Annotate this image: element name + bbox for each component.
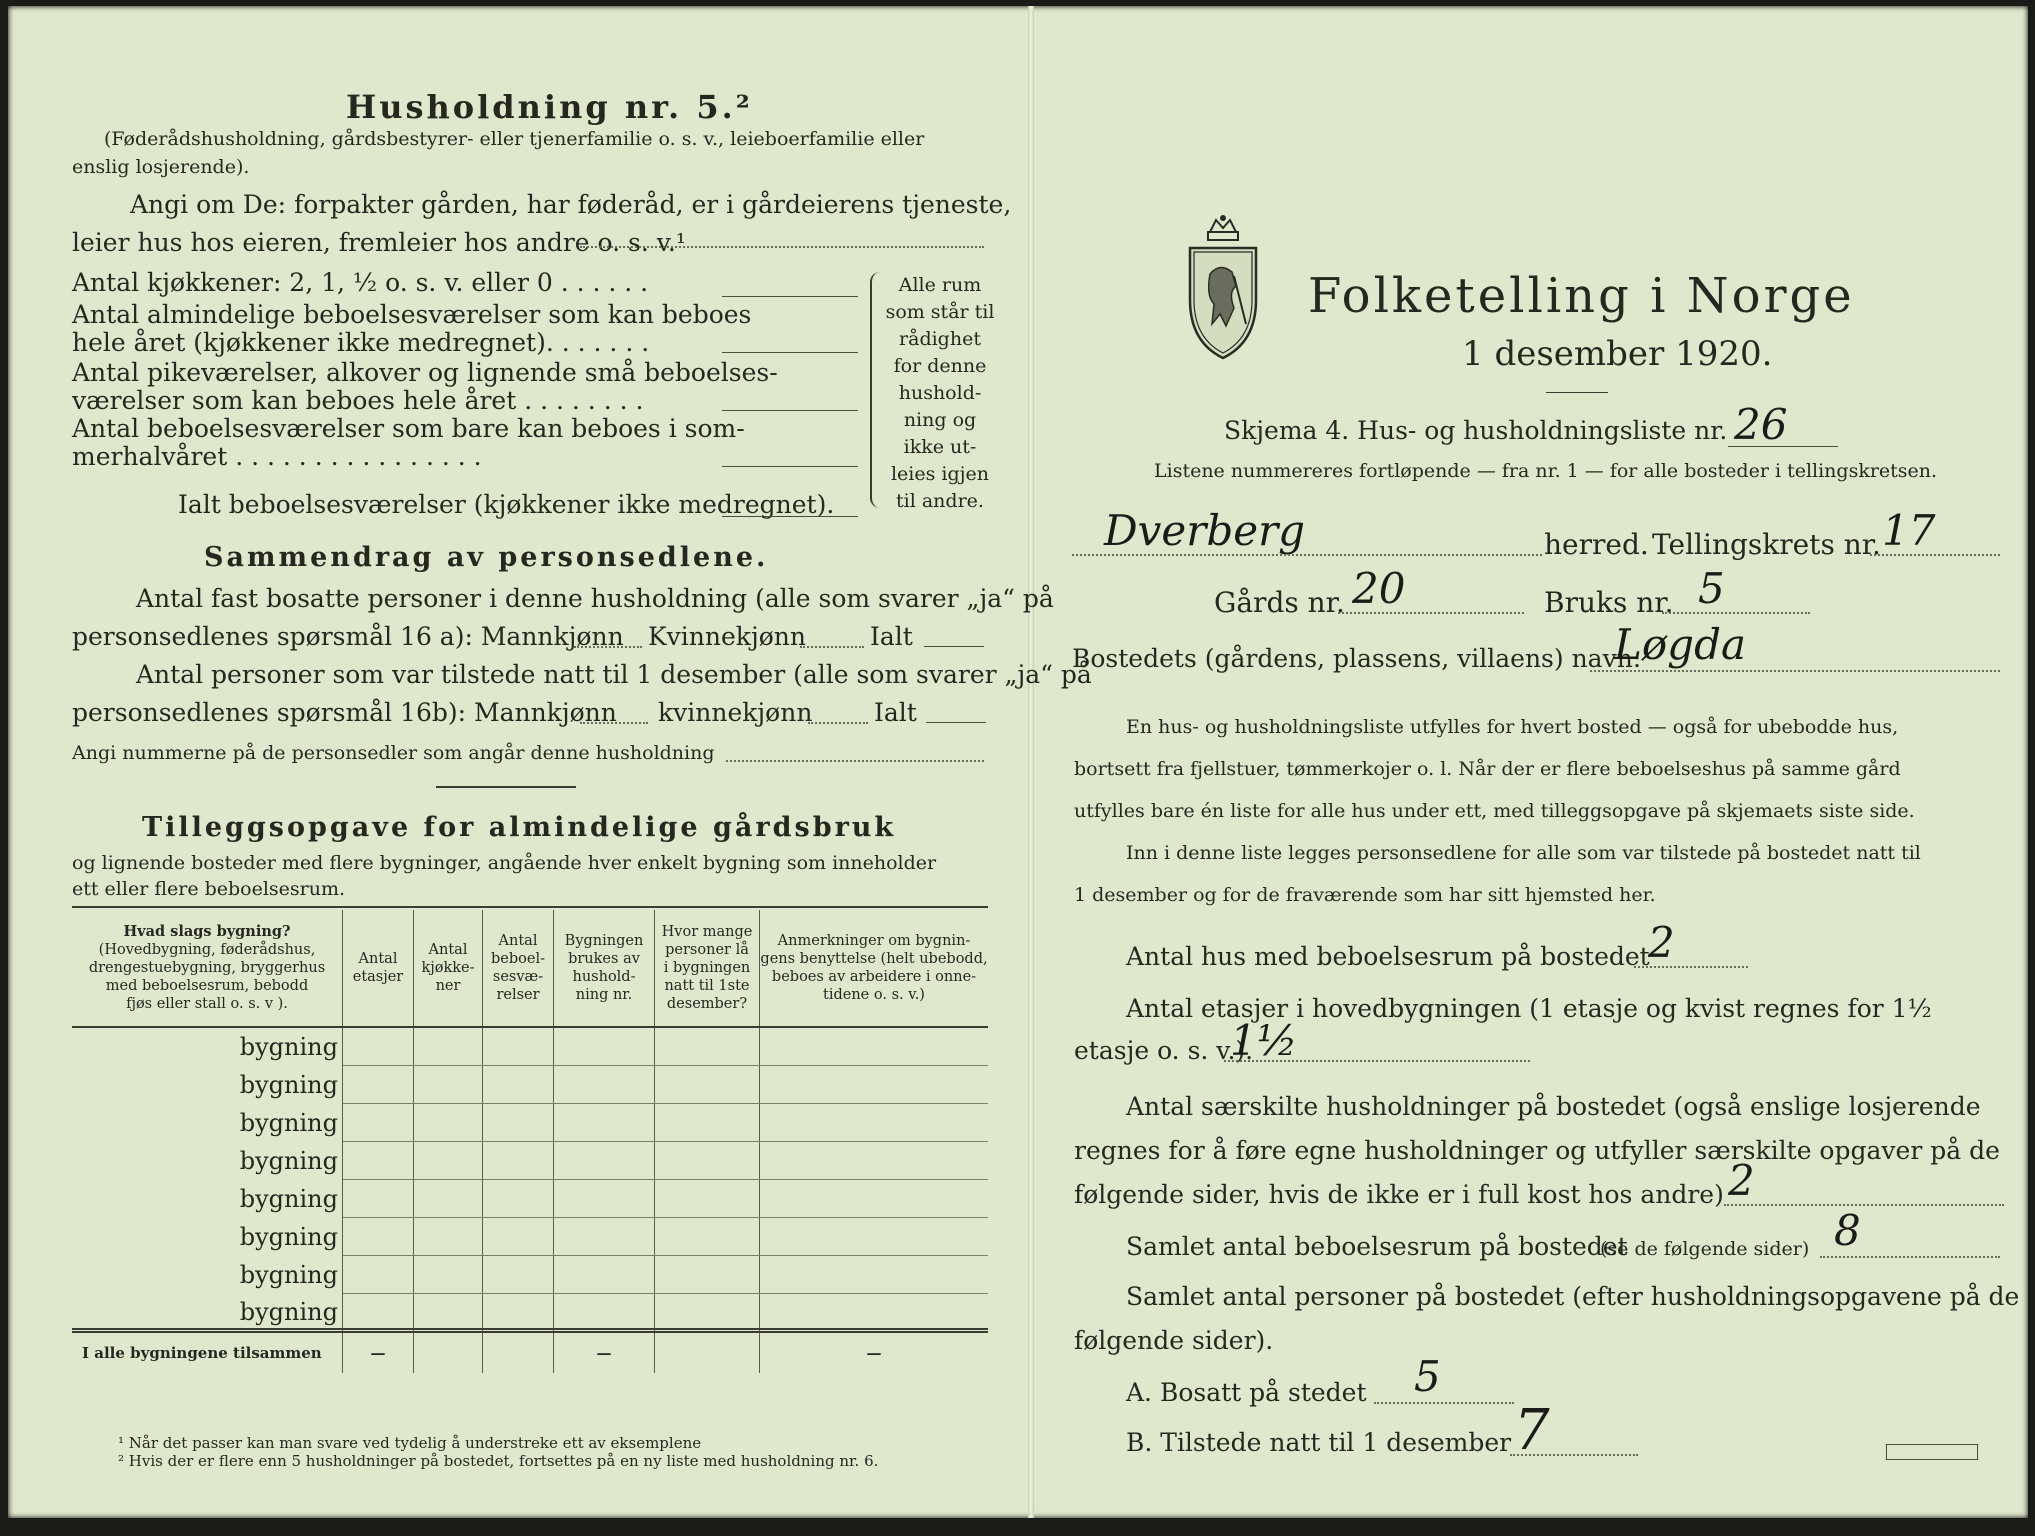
hus-line (1634, 966, 1748, 968)
tellingskrets-label: Tellingskrets nr. (1652, 528, 1881, 561)
kjokkener-answer-line (722, 296, 858, 297)
herred-value: Dverberg (1104, 506, 1306, 555)
building-rows (72, 1027, 988, 1332)
col-anmerkninger-header: Anmerkninger om bygnin- gens benyttelse (helt ubebodd, beboes av arbeidere i onne- tidene o. s. v.) (760, 910, 989, 1027)
angi-nummer: Angi nummerne på de personsedler som angår denne husholdning (72, 742, 715, 764)
table-bottom-border (72, 1328, 988, 1330)
fast-mann-line (574, 646, 642, 648)
building-cell (483, 1294, 554, 1333)
tillegg-line-2: ett eller flere beboelsesrum. (72, 878, 346, 900)
bygning-label: bygning (72, 1027, 343, 1066)
building-cell (655, 1142, 760, 1180)
building-row (72, 1066, 988, 1104)
bosted-value: Løgda (1614, 620, 1746, 669)
fast-line-2b: Kvinnekjønn (648, 622, 806, 651)
building-row (72, 1142, 988, 1180)
building-cell (414, 1066, 483, 1104)
building-cell (343, 1218, 414, 1256)
col-kjokkener-header: Antal kjøkke- ner (414, 910, 483, 1027)
samlet-pers-line-2: følgende sider). (1074, 1326, 1274, 1355)
building-cell (483, 1066, 554, 1104)
antal-som-1: Antal beboelsesværelser som bare kan beboes i som- (72, 414, 745, 443)
hus-label: Antal hus med beboelsesrum på bostedet (1126, 942, 1650, 971)
fast-ialt-line (924, 646, 984, 647)
building-cell (554, 1104, 655, 1142)
side-note: Alle rum som står til rådighet for denne hushold- ning og ikke ut- leies igjen til andre. (885, 274, 995, 512)
tellingskrets-value: 17 (1882, 506, 1936, 555)
fast-kvinne-line (800, 646, 864, 648)
etasjer-line (1224, 1060, 1530, 1062)
printer-mark (1886, 1444, 1978, 1460)
bruks-value: 5 (1698, 564, 1725, 613)
tilst-line-2a: personsedlenes spørsmål 16b): Mannkjønn (72, 698, 617, 727)
gards-label: Gårds nr. (1214, 586, 1345, 619)
bruks-line (1662, 612, 1810, 614)
skjema-nr-line (1728, 446, 1838, 447)
building-cell (483, 1142, 554, 1180)
bosatt-line (1374, 1402, 1514, 1404)
ialt-rum: Ialt beboelsesværelser (kjøkkener ikke medregnet). (178, 490, 835, 519)
gards-line (1338, 612, 1524, 614)
building-row (72, 1180, 988, 1218)
gards-value: 20 (1352, 564, 1406, 613)
angi-dotted-line (580, 246, 984, 248)
herred-line (1072, 554, 1542, 556)
building-row (72, 1027, 988, 1066)
building-cell (760, 1027, 989, 1066)
building-cell (483, 1218, 554, 1256)
building-cell (343, 1142, 414, 1180)
bygning-label: bygning (72, 1180, 343, 1218)
section-separator (436, 786, 576, 788)
building-cell (655, 1218, 760, 1256)
bosted-label: Bostedets (gårdens, plassens, villaens) navn: (1072, 644, 1642, 673)
tilst-mann-line (580, 722, 648, 724)
household-title: Husholdning nr. 5.² (346, 88, 753, 126)
bosatt-value: 5 (1414, 1352, 1441, 1401)
date-underline (1546, 392, 1608, 393)
skjema-label: Skjema 4. Hus- og husholdningsliste nr. (1224, 416, 1728, 445)
tilst-kvinne-line (808, 722, 868, 724)
sum-row: I alle bygningene tilsammen — — — (72, 1332, 988, 1373)
building-cell (554, 1294, 655, 1333)
bygning-label: bygning (72, 1066, 343, 1104)
saerskilte-line-1: Antal særskilte husholdninger på bostedet (også enslige losjerende (1126, 1092, 1981, 1121)
building-cell (655, 1027, 760, 1066)
building-cell (554, 1066, 655, 1104)
angi-line-1: Angi om De: forpakter gården, har føderåd, er i gårdeierens tjeneste, (130, 190, 1012, 219)
building-cell (343, 1256, 414, 1294)
building-cell (414, 1027, 483, 1066)
saerskilte-line-3: følgende sider, hvis de ikke er i full kost hos andre) (1074, 1180, 1724, 1209)
tilst-line-1: Antal personer som var tilstede natt til 1 desember (alle som svarer „ja“ på (136, 660, 1092, 689)
building-row (72, 1294, 988, 1333)
building-cell (760, 1218, 989, 1256)
building-cell (483, 1027, 554, 1066)
info-line-5: 1 desember og for de fraværende som har sitt hjemsted her. (1074, 884, 1656, 906)
fast-line-2a: personsedlenes spørsmål 16 a): Mannkjønn (72, 622, 624, 651)
samlet-rum-small: (se de følgende sider) (1600, 1238, 1810, 1260)
building-cell (760, 1142, 989, 1180)
building-cell (414, 1218, 483, 1256)
samlet-rum-line (1820, 1256, 2000, 1258)
col-beboelsesvaerelser-header: Antal beboel- sesvæ- relser (483, 910, 554, 1027)
building-cell (655, 1180, 760, 1218)
info-line-1: En hus- og husholdningsliste utfylles for hvert bosted — også for ubebodde hus, (1126, 716, 1899, 738)
table-top-border (72, 906, 988, 908)
building-cell (760, 1294, 989, 1333)
samlet-rum-label: Samlet antal beboelsesrum på bostedet (1126, 1232, 1628, 1261)
info-line-4: Inn i denne liste legges personsedlene for alle som var tilstede på bostedet natt til (1126, 842, 1921, 864)
building-cell (483, 1104, 554, 1142)
building-cell (760, 1256, 989, 1294)
bygning-label: bygning (72, 1256, 343, 1294)
angi-line-2: leier hus hos eieren, fremleier hos andre o. s. v.¹ (72, 228, 686, 257)
etasjer-line-2: etasje o. s. v.). (1074, 1036, 1254, 1065)
building-cell (760, 1066, 989, 1104)
building-cell (414, 1256, 483, 1294)
hus-value: 2 (1648, 918, 1675, 967)
antal-pike-1: Antal pikeværelser, alkover og lignende små beboelses- (72, 358, 778, 387)
som-answer-line (722, 466, 858, 467)
saerskilte-line (1724, 1204, 2004, 1206)
saerskilte-value: 2 (1728, 1156, 1755, 1205)
building-cell (343, 1027, 414, 1066)
tillegg-line-1: og lignende bosteder med flere bygninger, angående hver enkelt bygning som inneholder (72, 852, 937, 874)
building-row (72, 1104, 988, 1142)
building-cell (655, 1104, 760, 1142)
building-cell (414, 1104, 483, 1142)
antal-kjokkener: Antal kjøkkener: 2, 1, ½ o. s. v. eller 0 . . . . . . (72, 268, 649, 297)
building-cell (483, 1180, 554, 1218)
ialt-answer-line (722, 516, 858, 517)
sum-label: I alle bygningene tilsammen (72, 1332, 343, 1373)
fast-line-2c: Ialt (870, 622, 913, 651)
saerskilte-line-2: regnes for å føre egne husholdninger og utfyller særskilte opgaver på de (1074, 1136, 2000, 1165)
census-sheet (8, 6, 2028, 1518)
building-cell (760, 1104, 989, 1142)
footnote-1: ¹ Når det passer kan man svare ved tydelig å understreke ett av eksemplene (118, 1434, 702, 1452)
building-cell (343, 1066, 414, 1104)
building-cell (554, 1256, 655, 1294)
coat-of-arms-icon (1180, 214, 1266, 364)
building-cell (655, 1294, 760, 1333)
col-bygning-header: Hvad slags bygning? (Hovedbygning, føderådshus, drengestuebygning, bryggerhus med beboelsesrum, bebodd fjøs eller stall o. s. v ). (72, 910, 343, 1027)
tilstede-label: B. Tilstede natt til 1 desember (1126, 1428, 1512, 1457)
alm-answer-line (722, 352, 858, 353)
samlet-pers-line-1: Samlet antal personer på bostedet (efter husholdningsopgavene på de (1126, 1282, 2020, 1311)
tilst-line-2b: kvinnekjønn (658, 698, 813, 727)
info-line-2: bortsett fra fjellstuer, tømmerkojer o. l. Når der er flere beboelseshus på samme gård (1074, 758, 1901, 780)
building-cell (655, 1066, 760, 1104)
sammendrag-title: Sammendrag av personsedlene. (204, 542, 769, 573)
building-row (72, 1256, 988, 1294)
building-cell (483, 1256, 554, 1294)
antal-alm-1: Antal almindelige beboelsesværelser som kan beboes (72, 300, 752, 329)
skjema-nr-value: 26 (1734, 400, 1788, 449)
bygning-label: bygning (72, 1104, 343, 1142)
bosatt-label: A. Bosatt på stedet (1126, 1378, 1367, 1407)
left-page (8, 6, 1092, 1518)
col-husholdning-header: Bygningen brukes av hushold- ning nr. (554, 910, 655, 1027)
building-cell (554, 1180, 655, 1218)
building-table-header (72, 910, 988, 1027)
tellingskrets-line (1870, 554, 2000, 556)
info-line-3: utfylles bare én liste for alle hus under ett, med tilleggsopgave på skjemaets siste side. (1074, 800, 1915, 822)
building-cell (760, 1180, 989, 1218)
building-cell (414, 1180, 483, 1218)
etasjer-line-1: Antal etasjer i hovedbygningen (1 etasje og kvist regnes for 1½ (1126, 994, 1932, 1023)
pike-answer-line (722, 410, 858, 411)
footnote-2: ² Hvis der er flere enn 5 husholdninger på bostedet, fortsettes på en ny liste med husholdning nr. 6. (118, 1452, 879, 1470)
building-cell (343, 1104, 414, 1142)
herred-label: herred. (1544, 528, 1649, 561)
building-cell (343, 1180, 414, 1218)
tillegg-title: Tilleggsopgave for almindelige gårdsbruk (142, 812, 897, 843)
building-cell (655, 1256, 760, 1294)
etasjer-value: 1½ (1230, 1016, 1298, 1065)
antal-som-2: merhalvåret . . . . . . . . . . . . . . . . (72, 442, 482, 471)
building-cell (414, 1142, 483, 1180)
right-page (1034, 6, 2028, 1518)
building-table (72, 910, 988, 1373)
census-title: Folketelling i Norge (1308, 268, 1855, 324)
tilstede-line (1510, 1454, 1638, 1456)
census-date: 1 desember 1920. (1462, 334, 1773, 374)
household-subtitle-1: (Føderådshusholdning, gårdsbestyrer- eller tjenerfamilie o. s. v., leieboerfamilie eller (104, 128, 925, 150)
col-etasjer-header: Antal etasjer (343, 910, 414, 1027)
antal-pike-2: værelser som kan beboes hele året . . . . . . . . (72, 386, 644, 415)
building-cell (554, 1142, 655, 1180)
bygning-label: bygning (72, 1142, 343, 1180)
bruks-label: Bruks nr. (1544, 586, 1674, 619)
tilst-line-2c: Ialt (874, 698, 917, 727)
col-personer-header: Hvor mange personer lå i bygningen natt til 1ste desember? (655, 910, 760, 1027)
tilst-ialt-line (926, 722, 986, 723)
tilstede-value: 7 (1514, 1398, 1550, 1463)
antal-alm-2: hele året (kjøkkener ikke medregnet). . . . . . . (72, 328, 650, 357)
fast-line-1: Antal fast bosatte personer i denne husholdning (alle som svarer „ja“ på (136, 584, 1054, 613)
building-cell (414, 1294, 483, 1333)
bygning-label: bygning (72, 1294, 343, 1333)
bygning-label: bygning (72, 1218, 343, 1256)
building-cell (554, 1218, 655, 1256)
listene-text: Listene nummereres fortløpende — fra nr. 1 — for alle bosteder i tellingskretsen. (1154, 460, 1938, 482)
household-subtitle-2: enslig losjerende). (72, 156, 250, 178)
samlet-rum-value: 8 (1834, 1206, 1861, 1255)
angi-nummer-line (726, 760, 984, 762)
building-cell (343, 1294, 414, 1333)
building-row (72, 1218, 988, 1256)
bosted-line (1590, 670, 2000, 672)
building-cell (554, 1027, 655, 1066)
